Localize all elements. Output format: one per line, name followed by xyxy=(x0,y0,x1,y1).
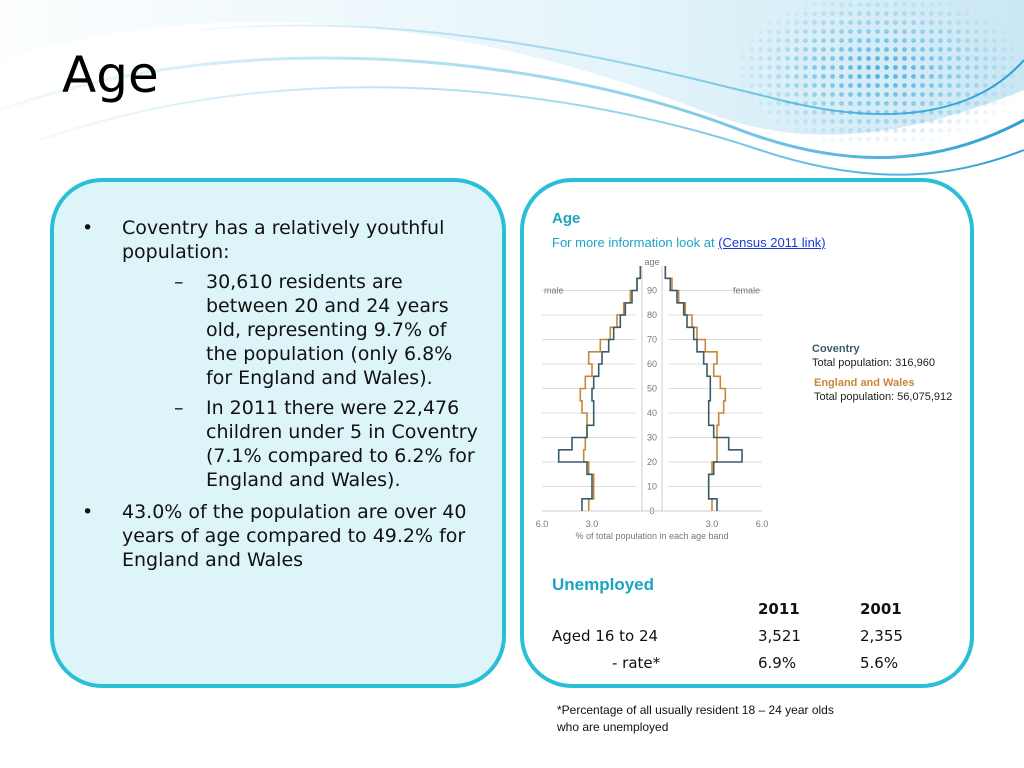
cell-2001: 5.6% xyxy=(860,654,899,672)
header-2001: 2001 xyxy=(860,600,902,618)
info-line xyxy=(552,235,826,250)
row-label: Aged 16 to 24 xyxy=(552,627,659,645)
y-tick-label: 30 xyxy=(646,432,658,443)
bullet-list xyxy=(82,216,478,580)
legend-coventry-total: Total population: 316,960 xyxy=(812,357,935,369)
bullet-marker: • xyxy=(82,217,94,239)
summary-panel xyxy=(50,178,506,688)
y-tick-label: 40 xyxy=(646,408,658,418)
bullet-text: Coventry has a relatively youthful population: xyxy=(122,217,445,263)
sub-bullet-text: In 2011 there were 22,476 children under 5 in Coventry (7.1% compared to 6.2% for England and Wales). xyxy=(206,397,478,491)
bullet-marker: • xyxy=(82,501,94,523)
sub-bullet-20-24 xyxy=(122,270,478,390)
sub-bullet-text: 30,610 residents are between 20 and 24 years old, representing 9.7% of the population (only 6.8% for England and Wales). xyxy=(206,271,453,389)
y-tick-label: 90 xyxy=(646,285,658,296)
cell-2001: 2,355 xyxy=(860,627,903,645)
census-link[interactable]: (Census 2011 link) xyxy=(718,235,826,250)
x-tick-label: 6.0 xyxy=(755,519,769,529)
table-row xyxy=(552,654,952,681)
y-tick-label: 0 xyxy=(649,506,655,516)
footnote: *Percentage of all usually resident 18 – 24 year olds who are unemployed xyxy=(557,703,834,734)
y-tick-label: 20 xyxy=(646,457,658,467)
x-tick-label: 3.0 xyxy=(585,519,599,529)
female-label: female xyxy=(732,285,760,296)
age-section-title: Age xyxy=(552,210,581,227)
table-header-row xyxy=(552,600,952,627)
legend-ew-name: England and Wales xyxy=(814,377,915,389)
y-tick-label: 80 xyxy=(646,310,658,320)
table-row xyxy=(552,627,952,654)
population-pyramid-chart xyxy=(535,256,814,556)
y-axis-label: age xyxy=(644,257,660,267)
slide-title: Age xyxy=(62,46,159,104)
unemployed-title: Unemployed xyxy=(552,575,655,594)
y-tick-label: 10 xyxy=(646,481,658,492)
y-tick-label: 60 xyxy=(646,359,658,369)
y-tick-label: 50 xyxy=(646,383,658,394)
header-2011: 2011 xyxy=(758,600,800,618)
legend-coventry-name: Coventry xyxy=(812,343,860,355)
male-label: male xyxy=(544,285,564,296)
unemployed-table xyxy=(552,600,952,681)
legend-ew-total: Total population: 56,075,912 xyxy=(814,391,953,403)
bullet-over-40 xyxy=(82,500,478,572)
y-tick-label: 70 xyxy=(646,334,658,345)
cell-2011: 3,521 xyxy=(758,627,801,645)
dash-marker: – xyxy=(174,271,184,293)
sub-bullet-under-5 xyxy=(122,396,478,492)
x-tick-label: 6.0 xyxy=(535,519,549,529)
x-axis-label: % of total population in each age band xyxy=(575,531,729,541)
x-tick-label: 3.0 xyxy=(705,519,719,529)
row-label: - rate* xyxy=(612,654,661,672)
data-panel xyxy=(520,178,974,688)
cell-2011: 6.9% xyxy=(758,654,797,672)
bullet-youthful xyxy=(82,216,478,492)
bullet-text: 43.0% of the population are over 40 years of age compared to 49.2% for England and Wales xyxy=(122,501,467,571)
info-prefix: For more information look at xyxy=(552,235,715,250)
dash-marker: – xyxy=(174,397,184,419)
